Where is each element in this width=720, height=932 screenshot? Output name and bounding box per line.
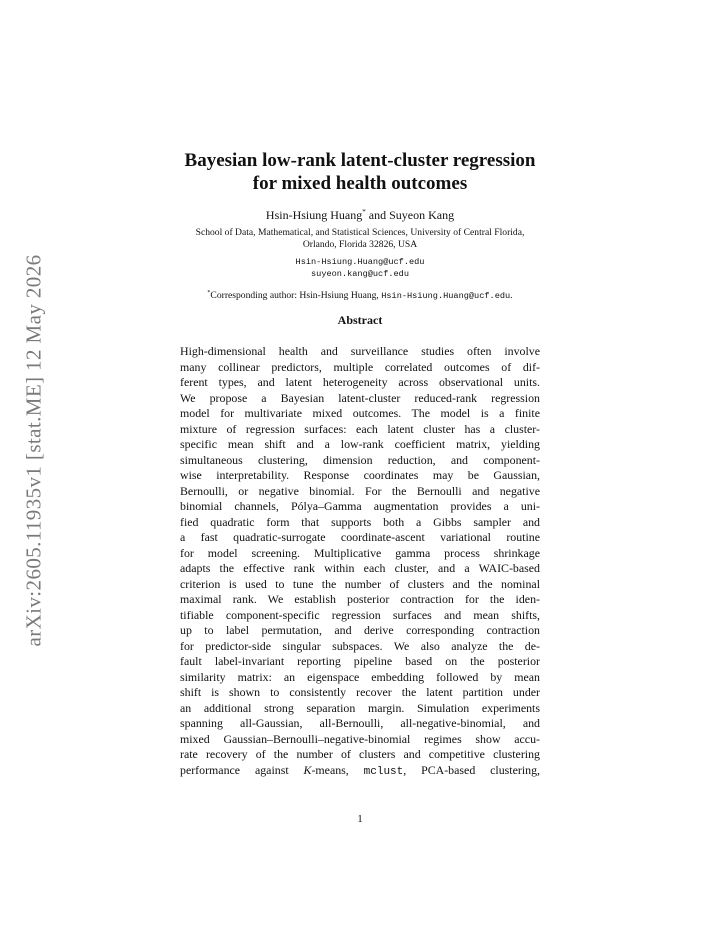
abstract-line: High-dimensional health and surveillance studies often involve [180,344,540,358]
abstract-text: , PCA-based clustering, [403,762,540,777]
abstract-line: up to label permutation, and derive corresponding contraction [180,623,540,637]
author-name: Suyeon Kang [389,208,455,222]
author-connector: and [365,208,390,222]
abstract-line: specific mean shift and a low-rank coefficient matrix, yielding [180,437,540,451]
abstract-final-line [180,763,540,779]
abstract-line: an additional strong separation margin. Simulation experiments [180,700,540,715]
abstract-line: criterion is used to tune the number of clusters and the nominal [180,576,540,591]
affiliation-line-1: School of Data, Mathematical, and Statistical Sciences, University of Central Florida, [195,227,525,238]
paper-title [100,149,620,195]
abstract-line: model for multivariate mixed outcomes. The model is a finite [180,406,540,420]
abstract-line: tifiable component-specific regression surfaces and mean shifts, [180,607,540,622]
arxiv-sidebar-stamp [14,250,54,650]
abstract-line: spanning all-Gaussian, all-Bernoulli, all-negative-binomial, and [180,716,540,730]
abstract-line: rate recovery of the number of clusters and competitive clustering [180,747,540,761]
abstract-line: simultaneous clustering, dimension reduction, and component- [180,452,540,467]
email-address[interactable]: Hsin-Hsiung.Huang@ucf.edu [295,257,425,267]
math-k: K [303,762,312,777]
abstract-heading: Abstract [337,313,383,327]
email-list [100,256,620,280]
abstract-line: wise interpretability. Response coordinates may be Gaussian, [180,468,540,482]
abstract-line: shift is shown to consistently recover the latent partition under [180,685,540,699]
author-name: Hsin-Hsiung Huang [265,208,363,222]
abstract-line: many collinear predictors, multiple correlated outcomes of dif- [180,359,540,374]
title-line-1: Bayesian low-rank latent-cluster regression [184,150,536,171]
corresponding-mark: * [362,208,366,216]
abstract-line: for predictor-side singular subspaces. We also analyze the de- [180,638,540,653]
abstract-line: binomial channels, Pólya–Gamma augmentation provides a uni- [180,499,540,513]
abstract-line: ferent types, and latent heterogeneity across observational units. [180,375,540,389]
abstract-line: We propose a Bayesian latent-cluster reduced-rank regression [180,390,540,405]
abstract-line: a fast quadratic-surrogate coordinate-ascent variational routine [180,530,540,544]
abstract-body [180,344,540,778]
abstract-line: adapts the effective rank within each cluster, and a WAIC-based [180,561,540,575]
corresponding-end: . [510,290,513,302]
arxiv-identifier: arXiv:2605.11935v1 [stat.ME] 12 May 2026 [21,253,46,647]
abstract-line: maximal rank. We establish posterior contraction for the iden- [180,592,540,606]
code-mclust: mclust [363,765,404,778]
abstract-line: for model screening. Multiplicative gamma process shrinkage [180,545,540,560]
corresponding-text: Corresponding author: Hsin-Hsiung Huang, [210,290,382,302]
abstract-line: similarity matrix: an eigenspace embedding followed by mean [180,669,540,684]
affiliation-line-2: Orlando, Florida 32826, USA [302,239,418,250]
abstract-line: fault label-invariant reporting pipeline based on the posterior [180,654,540,668]
footnote-mark: * [207,290,211,296]
abstract-line: mixture of regression surfaces: each latent cluster has a cluster- [180,421,540,436]
abstract-text: performance against [180,762,304,777]
abstract-line: Bernoulli, or negative binomial. For the Bernoulli and negative [180,483,540,498]
email-address[interactable]: suyeon.kang@ucf.edu [311,269,409,279]
page-number: 1 [357,813,363,825]
title-line-2: for mixed health outcomes [252,173,468,194]
author-line [100,205,620,222]
corresponding-email[interactable]: Hsin-Hsiung.Huang@ucf.edu [381,291,511,302]
corresponding-author-note [100,287,620,302]
abstract-text: -means, [311,762,364,777]
affiliation [130,227,590,251]
abstract-line: mixed Gaussian–Bernoulli–negative-binomial regimes show accu- [180,731,540,746]
abstract-line: fied quadratic form that supports both a Gibbs sampler and [180,514,540,529]
